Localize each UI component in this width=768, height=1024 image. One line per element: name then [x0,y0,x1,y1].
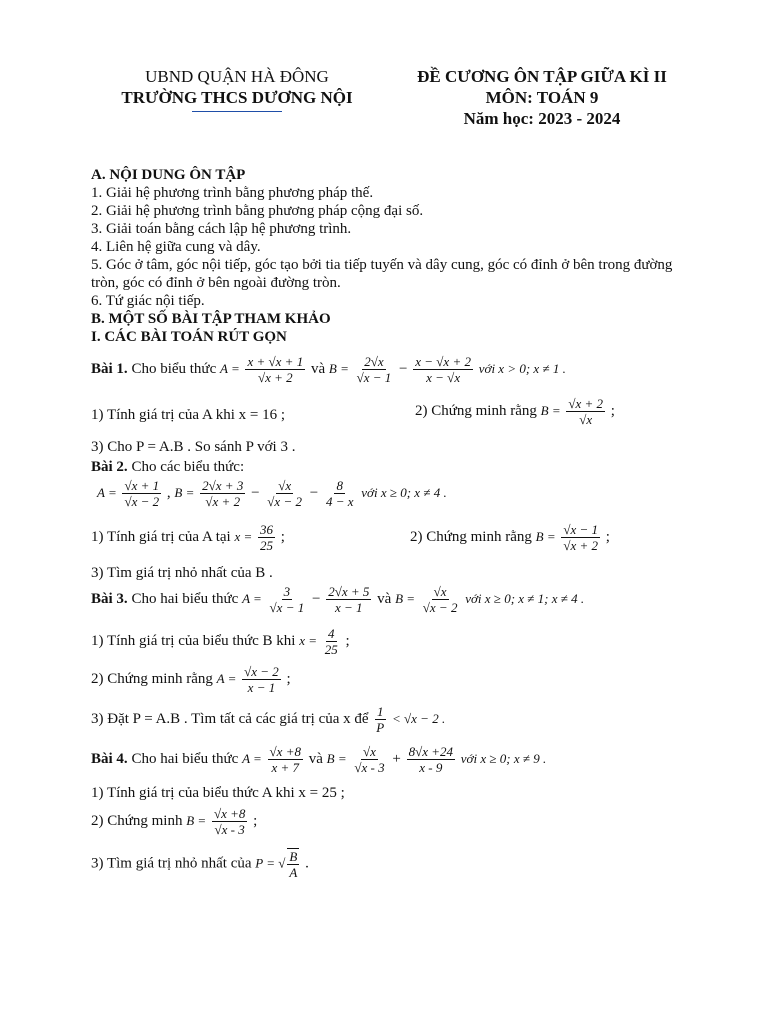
bai2-condition: với x ≥ 0; x ≠ 4 . [361,484,447,500]
school-name: TRƯỜNG THCS DƯƠNG NỘI [121,88,353,107]
bai2-b-fraction-3 [324,478,356,509]
denominator: √x + 2 [563,538,599,553]
bai3-q3-text: 3) Đặt P = A.B . Tìm tất cả các giá trị của x để [91,710,369,727]
numerator: 4 [328,626,335,641]
semicolon: ; [610,402,615,419]
bai3-q3-inequality: < √x − 2 . [392,710,446,726]
denominator: 25 [324,642,338,657]
denominator: √x − 2 [267,494,302,509]
numerator: 2√x + 3 [202,478,244,493]
denominator: √x − 1 [269,600,305,615]
bai1-label: Bài 1. [91,360,128,377]
denominator: √x − 1 [356,370,392,385]
bai1-b-lhs: B = [328,360,349,376]
denominator: x − 1 [247,680,276,695]
bai1-a-lhs: A = [219,360,240,376]
bai2-a-fraction [122,478,161,509]
numerator: √x + 2 [568,396,604,411]
topic-item: 4. Liên hệ giữa cung và dây. [91,239,261,255]
topic-item: 3. Giải toán bằng cách lập hệ phương trình. [91,221,352,237]
bai2-q2 [410,522,610,553]
bai2-b-lhs: B = [174,484,195,500]
bai1-q2-text: 2) Chứng minh rằng [415,402,537,419]
header-underline [192,111,282,112]
bai2-q2-fraction [561,522,600,553]
denominator: x − √x [426,370,461,385]
bai4-label: Bài 4. [91,750,128,767]
denominator: √x - 3 [354,760,385,775]
numerator: √x − 1 [563,522,599,537]
bai2-b-fraction-1 [200,478,245,509]
bai2-label: Bài 2. [91,459,128,475]
period: . [305,855,309,872]
bai4-b-fraction-1 [352,744,386,775]
semicolon: ; [253,812,258,829]
denominator: x + 7 [271,760,300,775]
numerator: √x + 1 [124,478,160,493]
bai4-b-fraction-2 [407,744,455,775]
minus-sign: − [399,360,408,377]
bai3-and: và [377,590,392,607]
numerator: x + √x + 1 [247,354,304,369]
separator: , [166,484,171,501]
numerator: √x [433,584,447,599]
section-b-title: B. MỘT SỐ BÀI TẬP THAM KHẢO [91,311,331,327]
semicolon: ; [345,632,350,649]
bai2-q3: 3) Tìm giá trị nhỏ nhất của B . [91,565,273,581]
numerator: 36 [260,522,273,537]
document-title: ĐỀ CƯƠNG ÔN TẬP GIỮA KÌ II [417,67,667,86]
bai4-q2 [91,806,257,837]
bai3-condition: với x ≥ 0; x ≠ 1; x ≠ 4 . [465,590,585,606]
bai2-q2-text: 2) Chứng minh rằng [410,528,532,545]
bai3-q1-lhs: x = [299,632,318,648]
bai4-q3-text: 3) Tìm giá trị nhỏ nhất của [91,855,252,872]
numerator: √x [278,478,292,493]
denominator: A [289,865,298,880]
bai2-q2-lhs: B = [535,528,556,544]
bai2-q1-text: 1) Tính giá trị của A tại [91,528,231,545]
numerator: 8√x +24 [408,744,454,759]
bai1-b-fraction-2 [413,354,473,385]
bai3-intro: Cho hai biểu thức [131,590,239,607]
bai3-statement [91,584,584,615]
numerator: √x [363,744,376,759]
bai4-q2-fraction [212,806,247,837]
denominator: 25 [260,538,273,553]
bai3-q2-lhs: A = [216,670,237,686]
numerator: √x − 2 [244,664,279,679]
section-b-subtitle: I. CÁC BÀI TOÁN RÚT GỌN [91,329,287,345]
bai2-q1-fraction [258,522,275,553]
bai3-q2-text: 2) Chứng minh rằng [91,670,213,687]
bai4-q2-text: 2) Chứng minh [91,812,183,829]
topic-item: 5. Góc ở tâm, góc nội tiếp, góc tạo bởi tia tiếp tuyến và dây cung, góc có đỉnh ở bên trong đường tròn, góc có đỉnh ở bên ngoài đường tròn. [91,257,673,291]
bai3-b-lhs: B = [395,590,416,606]
bai4-condition: với x ≥ 0; x ≠ 9 . [460,750,547,766]
bai1-condition: với x > 0; x ≠ 1 . [478,360,566,376]
numerator: 2√x + 5 [328,584,370,599]
bai3-a-fraction-1 [268,584,307,615]
bai3-q3 [91,704,445,735]
bai1-q1: 1) Tính giá trị của A khi x = 16 ; [91,407,285,423]
bai1-b-fraction-1 [355,354,394,385]
denominator: √x − 2 [124,494,160,509]
bai4-a-fraction [268,744,303,775]
plus-sign: + [392,750,401,767]
numerator: 8 [336,478,343,493]
bai3-q1-fraction [323,626,340,657]
bai1-intro: Cho biểu thức [131,360,217,377]
bai4-q3-lhs: P = √ [255,855,286,871]
bai3-label: Bài 3. [91,590,128,607]
minus-sign: − [309,484,319,501]
denominator: P [376,720,385,735]
header-right [392,66,692,129]
subject-line: MÔN: TOÁN 9 [485,88,599,107]
bai4-intro: Cho hai biểu thức [131,750,239,767]
bai4-b-lhs: B = [326,750,347,766]
numerator: x − √x + 2 [415,354,471,369]
header-left [92,66,382,112]
bai1-q2-lhs: B = [540,402,561,418]
denominator: 4 − x [325,494,354,509]
bai2-heading [91,458,244,476]
bai4-q2-lhs: B = [186,812,207,828]
denominator: √x + 2 [205,494,241,509]
bai3-b-fraction [421,584,460,615]
bai1-and: và [310,360,326,377]
denominator: √x - 3 [214,822,245,837]
district-name: UBND QUẬN HÀ ĐÔNG [145,67,329,86]
bai4-q1: 1) Tính giá trị của biểu thức A khi x = 25 ; [91,785,345,801]
numerator: 1 [377,704,384,719]
bai2-intro: Cho các biểu thức: [131,459,245,475]
topic-item: 1. Giải hệ phương trình bằng phương pháp thế. [91,185,374,201]
bai2-q1 [91,522,285,553]
bai1-statement [91,354,566,385]
denominator: √x [579,412,593,427]
minus-sign: − [251,484,260,501]
bai1-q2 [415,396,615,427]
bai4-a-lhs: A = [242,750,262,766]
bai2-a-lhs: A = [97,484,117,500]
school-year: Năm học: 2023 - 2024 [463,109,621,128]
denominator: x - 9 [419,760,443,775]
bai4-and: và [308,750,323,767]
bai4-q3 [91,848,309,880]
topic-item: 2. Giải hệ phương trình bằng phương pháp cộng đại số. [91,203,424,219]
bai3-q3-fraction [374,704,386,735]
bai2-q1-lhs: x = [234,528,253,544]
semicolon: ; [605,528,610,545]
numerator: √x +8 [269,744,301,759]
bai3-q2 [91,664,291,695]
bai4-statement [91,744,546,775]
section-a [91,166,691,346]
bai2-b-fraction-2 [265,478,304,509]
semicolon: ; [280,528,285,545]
numerator: 2√x [364,354,384,369]
bai3-q1 [91,626,350,657]
denominator: √x + 2 [257,370,293,385]
numerator: B [289,849,298,864]
bai1-q3: 3) Cho P = A.B . So sánh P với 3 . [91,439,296,455]
numerator: √x +8 [213,806,246,821]
bai3-a-lhs: A = [242,590,262,606]
denominator: x − 1 [335,600,363,615]
denominator: √x − 2 [422,600,458,615]
bai4-q3-fraction [287,848,299,880]
bai3-q2-fraction [242,664,281,695]
minus-sign: − [311,590,321,607]
topic-item: 6. Tứ giác nội tiếp. [91,293,205,309]
semicolon: ; [286,670,291,687]
bai2-expressions [97,478,447,509]
bai3-a-fraction-2 [326,584,371,615]
bai1-a-fraction [245,354,305,385]
bai3-q1-text: 1) Tính giá trị của biểu thức B khi [91,632,296,649]
section-a-title: A. NỘI DUNG ÔN TẬP [91,167,246,183]
bai1-q2-fraction [566,396,605,427]
numerator: 3 [283,584,291,599]
